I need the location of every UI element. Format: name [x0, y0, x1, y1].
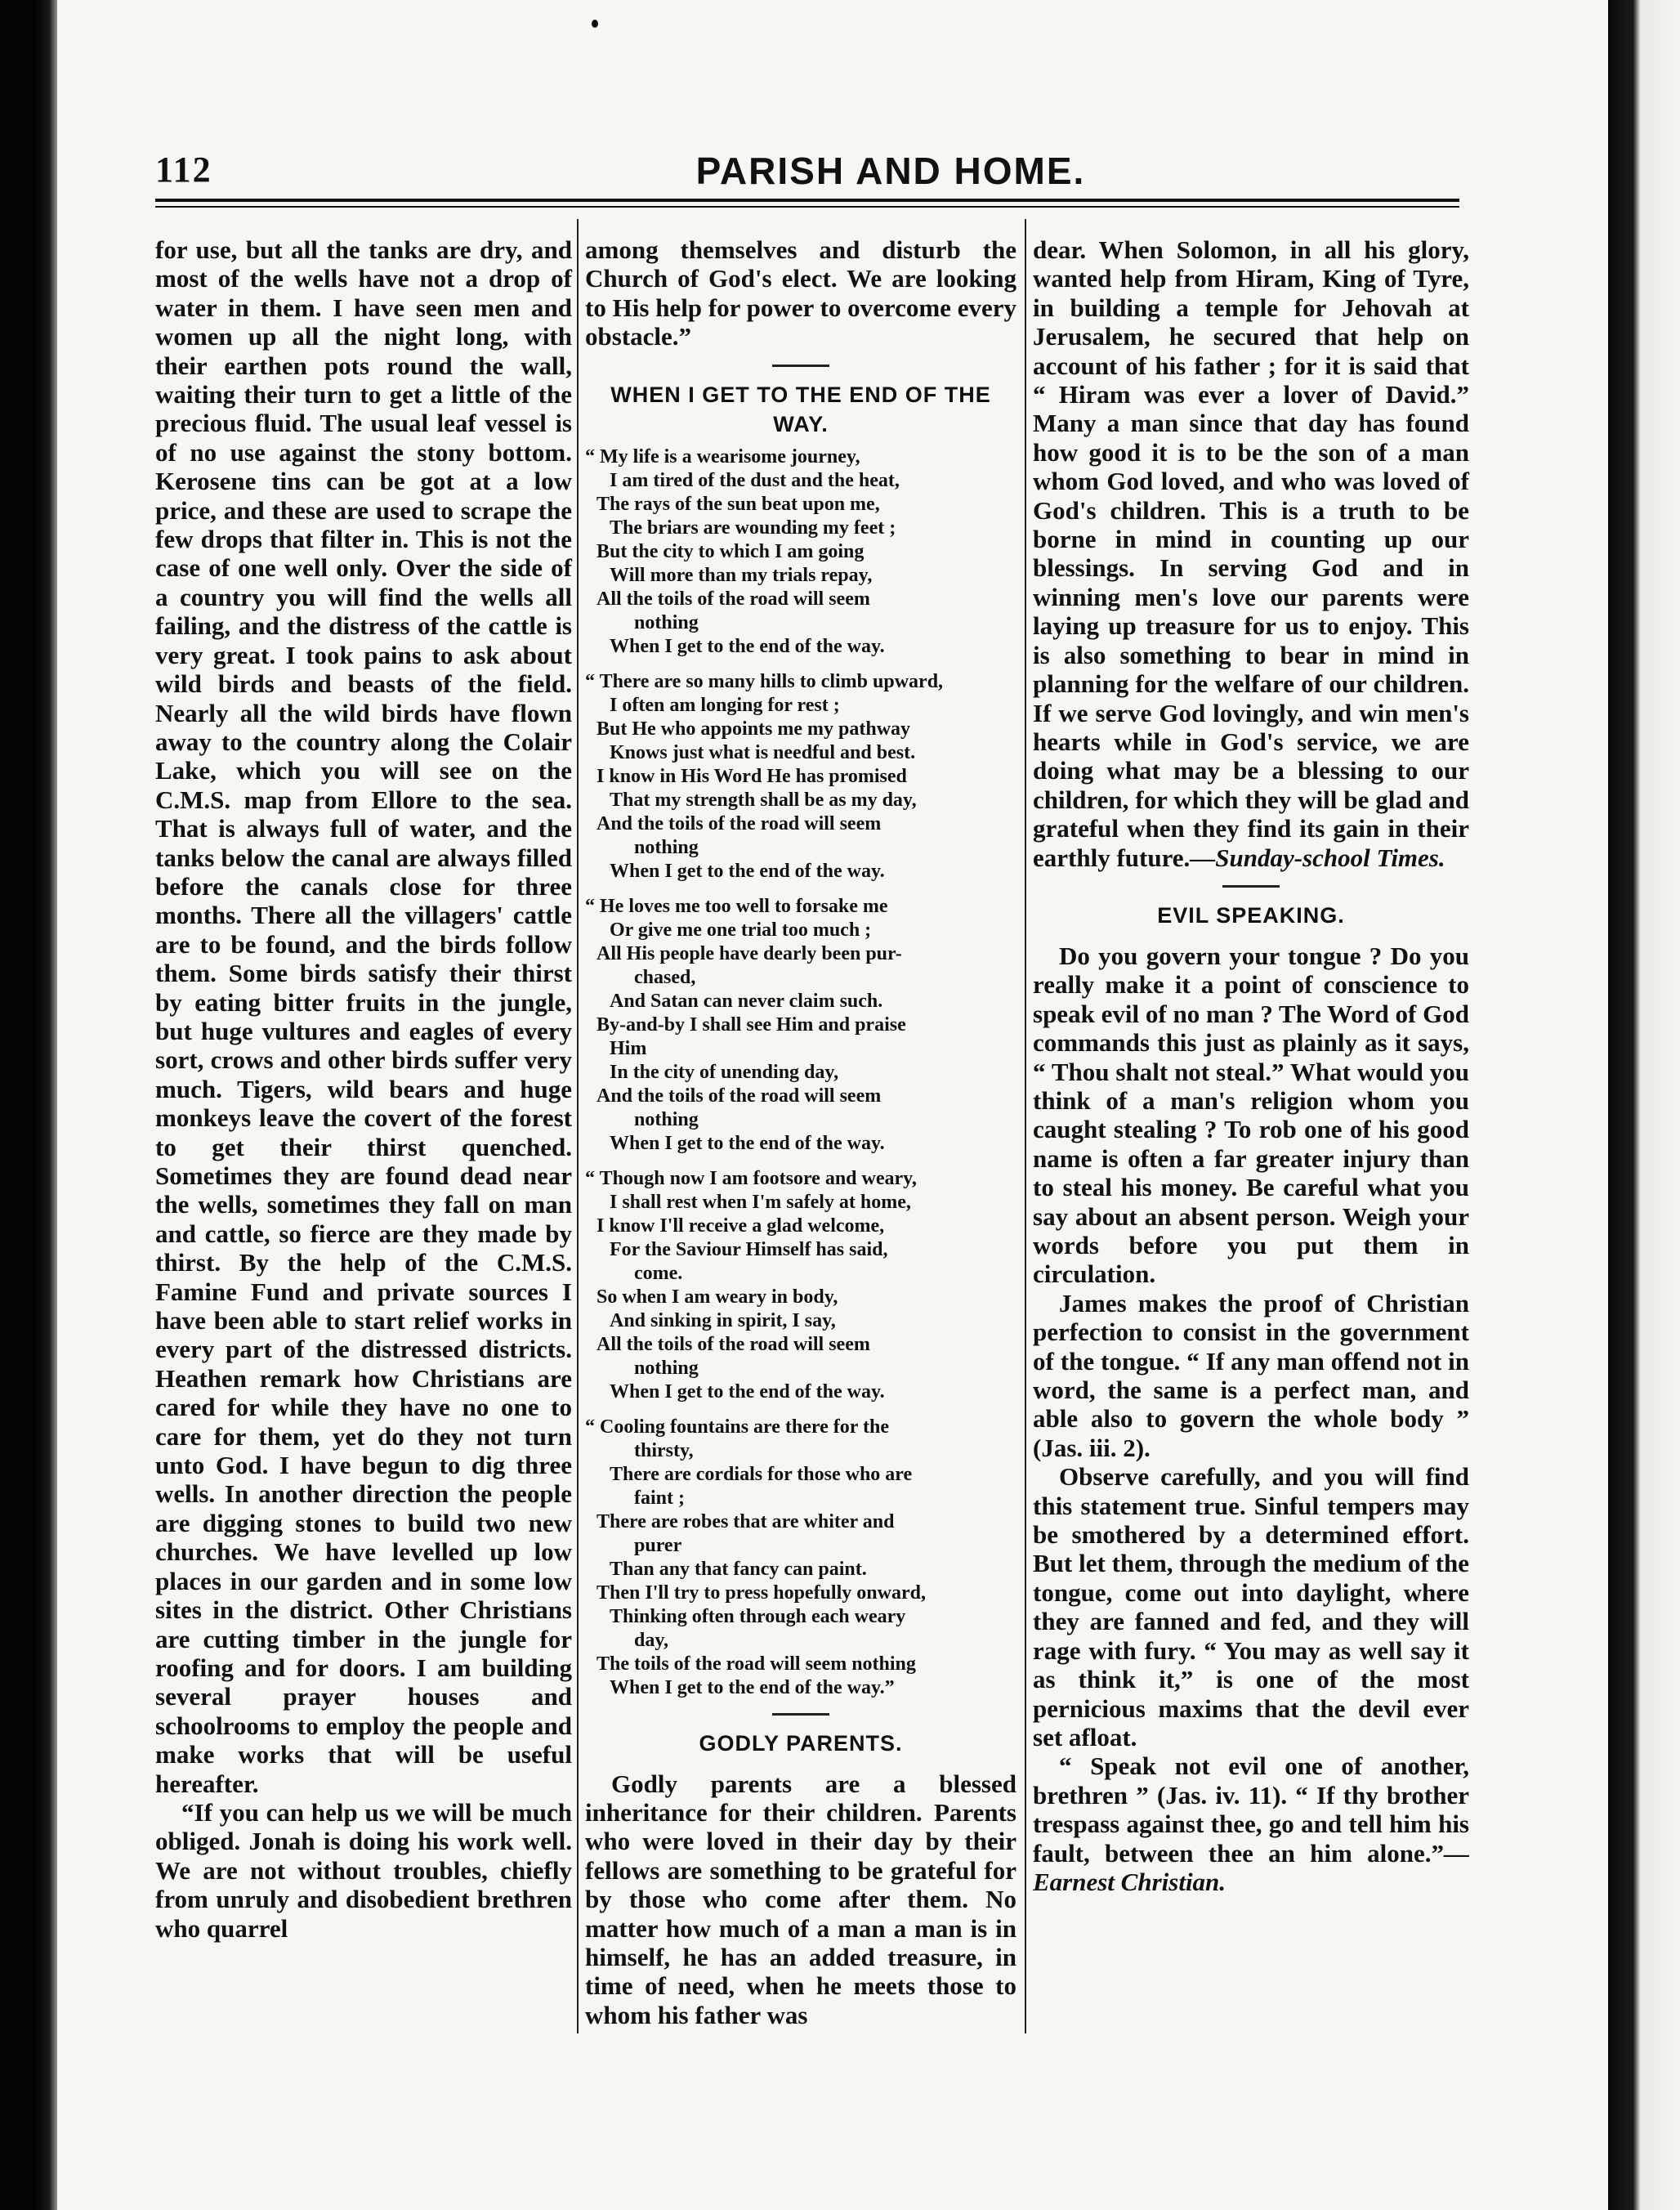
poem-line: So when I am weary in body,	[596, 1286, 838, 1308]
poem-line: “ There are so many hills to climb upward,	[585, 670, 944, 692]
page-header	[155, 149, 1463, 198]
poem-line: nothing	[634, 611, 699, 633]
evil-speaking-paragraph: James makes the proof of Christian perfection to consist in the government of the tongue. “ If any man offend not in word, the same is a perfect man, and able also to govern the whole body ” (Jas. iii. 2).	[1033, 1288, 1469, 1462]
poem	[585, 445, 1016, 1700]
poem-stanza-3	[585, 895, 1016, 1156]
poem-line: Him	[610, 1037, 647, 1059]
poem-line: come.	[634, 1262, 683, 1284]
closing-text: “ Speak not evil one of another, brethren ” (Jas. iv. 11). “ If thy brother trespass against thee, go and tell him his fault, between thee an him alone.”	[1033, 1751, 1469, 1868]
column-1	[155, 235, 572, 1943]
poem-line: Will more than my trials repay,	[610, 564, 873, 586]
poem-line: Or give me one trial too much ;	[610, 919, 872, 941]
poem-line: nothing	[634, 1108, 699, 1130]
poem-stanza-2	[585, 670, 1016, 884]
poem-line: I am tired of the dust and the heat,	[610, 469, 900, 491]
poem-line: The rays of the sun beat upon me,	[596, 493, 880, 515]
poem-line: But the city to which I am going	[596, 540, 865, 562]
poem-line: The briars are wounding my feet ;	[610, 517, 896, 539]
poem-line: That my strength shall be as my day,	[610, 789, 917, 811]
poem-line: “ Though now I am footsore and weary,	[585, 1167, 917, 1189]
poem-line: All the toils of the road will seem	[596, 1333, 870, 1355]
famine-report-continuation: among themselves and disturb the Church of God's elect. We are looking to His help for power to overcome every obstacle.”	[585, 235, 1016, 351]
section-title-evil-speaking: EVIL SPEAKING.	[1157, 902, 1345, 928]
continuation-text: dear. When Solomon, in all his glory, wanted help from Hiram, King of Tyre, in building a temple for Jehovah at Jerusalem, he secured that help on account of his father ; for it is said that “ Hiram was ever a lover of David.” Many a man since that day has found how good it is to be the son of a man whom God loved, and who was loved of God's children. This is a truth to be borne in mind in counting up our blessings. In serving God and in winning men's love our parents were laying up treasure for us to enjoy. This is also something to bear in mind in planning for the welfare of our children. If we serve God lovingly, and win men's hearts while in God's service, we are doing what may be a blessing to our children, for which they will be glad and grateful when they find its gain in their earthly future.	[1033, 235, 1469, 872]
poem-line: When I get to the end of the way.”	[610, 1676, 895, 1698]
poem-line: When I get to the end of the way.	[610, 635, 885, 657]
poem-title: WHEN I GET TO THE END OF THE WAY.	[610, 382, 991, 436]
section-separator	[1222, 885, 1280, 888]
column-divider-1	[577, 219, 579, 2033]
poem-line: chased,	[634, 966, 696, 988]
section-title-godly-parents: GODLY PARENTS.	[699, 1730, 903, 1756]
column-divider-2	[1025, 219, 1026, 2033]
famine-report-paragraph: for use, but all the tanks are dry, and most of the wells have not a drop of water in them. I have seen men and women up all the night long, with their earthen pots round the wall, waiting their turn to get a little of the precious fluid. The usual leaf vessel is of no use against the stony bottom. Kerosene tins can be got at a low price, and these are used to scrape the few drops that filter in. This is not the case of one well only. Over the side of a country you will find the wells all failing, and the distress of the cattle is very great. I took pains to ask about wild birds and beasts of the field. Nearly all the wild birds have flown away to the country along the Colair Lake, which you will see on the C.M.S. map from Ellore to the sea. That is always full of water, and the tanks below the canal are always filled before the canals close for three months. There all the villagers' cattle are to be found, and the birds follow them. Some birds satisfy their thirst by eating bitter fruits in the jungle, but huge vultures and eagles of every sort, crows and other birds suffer very much. Tigers, wild bears and huge monkeys leave the covert of the forest to get their thirst quenched. Sometimes they are found dead near the wells, sometimes they fall on man and cattle, so fierce are they made by thirst. By the help of the C.M.S. Famine Fund and private sources I have been able to start relief works in every part of the distressed districts. Heathen remark how Christians are cared for while they have no one to care for them, yet do they not turn unto God. I have begun to dig three wells. In another direction the people are digging stones to build two new churches. We have levelled up low places in our garden and in some low sites in the district. Other Christians are cutting timber in the jungle for roofing and for doors. I am building several prayer houses and schoolrooms to employ the people and make works that will be useful hereafter.	[155, 235, 572, 1798]
poem-line: And sinking in spirit, I say,	[610, 1309, 836, 1331]
section-separator	[772, 1713, 829, 1716]
poem-line: There are robes that are whiter and	[596, 1510, 895, 1532]
poem-line: When I get to the end of the way.	[610, 860, 885, 882]
column-3	[1033, 235, 1469, 1896]
source-attribution: —Sunday-school Times.	[1190, 843, 1445, 872]
godly-parents-continuation	[1033, 235, 1469, 872]
poem-line: All the toils of the road will seem	[596, 588, 870, 610]
next-page-edge	[1608, 0, 1680, 2210]
poem-line: And the toils of the road will seem	[596, 812, 882, 834]
poem-line: All His people have dearly been pur-	[596, 942, 902, 964]
poem-line: purer	[634, 1534, 682, 1556]
header-rule	[155, 199, 1459, 202]
poem-line: nothing	[634, 1357, 699, 1379]
poem-line: faint ;	[634, 1487, 685, 1509]
poem-line: I know in His Word He has promised	[596, 765, 907, 787]
poem-line: “ He loves me too well to forsake me	[585, 895, 888, 917]
poem-line: In the city of unending day,	[610, 1061, 839, 1083]
poem-line: I often am longing for rest ;	[610, 694, 840, 716]
poem-line: Than any that fancy can paint.	[610, 1558, 867, 1580]
poem-line: But He who appoints me my pathway	[596, 718, 911, 740]
poem-line: “ My life is a wearisome journey,	[585, 445, 860, 468]
poem-stanza-5	[585, 1416, 1016, 1700]
header-rule-thin	[155, 206, 1459, 208]
famine-report-closing-paragraph: “If you can help us we will be much obliged. Jonah is doing his work well. We are not without troubles, chiefly from unruly and disobedient brethren who quarrel	[155, 1797, 572, 1943]
poem-line: When I get to the end of the way.	[610, 1132, 885, 1154]
poem-line: By-and-by I shall see Him and praise	[596, 1013, 906, 1036]
poem-line: nothing	[634, 836, 699, 858]
poem-line: Thinking often through each weary	[610, 1605, 906, 1627]
book-gutter-shadow	[33, 0, 60, 2210]
godly-parents-paragraph: Godly parents are a blessed inheritance for their children. Parents who were loved in their day by their fellows are something to be grateful for by those who come after them. No matter how much of a man a man is in himself, he has an added treasure, in time of need, when he meets those to whom his father was	[585, 1769, 1016, 2029]
section-separator	[772, 365, 829, 367]
page-number: 112	[155, 150, 212, 190]
poem-line: The toils of the road will seem nothing	[596, 1653, 916, 1675]
poem-line: And Satan can never claim such.	[610, 990, 883, 1012]
ink-speck	[592, 20, 598, 28]
poem-line: There are cordials for those who are	[610, 1463, 913, 1485]
poem-stanza-1	[585, 445, 1016, 659]
poem-line: I know I'll receive a glad welcome,	[596, 1215, 885, 1237]
evil-speaking-paragraph	[1033, 1751, 1469, 1896]
evil-speaking-paragraph: Do you govern your tongue ? Do you really make it a point of conscience to speak evil of no man ? The Word of God commands this just as plainly as it says, “ Thou shalt not steal.” What would you think of a man's religion whom you caught stealing ? To rob one of his good name is often a far greater injury than to steal his money. Be careful what you say about an absent person. Weigh your words before you put them in circulation.	[1033, 941, 1469, 1289]
poem-line: day,	[634, 1629, 669, 1651]
poem-line: And the toils of the road will seem	[596, 1085, 882, 1107]
source-attribution: —Earnest Christian.	[1033, 1838, 1469, 1896]
poem-stanza-4	[585, 1167, 1016, 1404]
poem-line: For the Saviour Himself has said,	[610, 1238, 888, 1260]
poem-line: “ Cooling fountains are there for the	[585, 1416, 889, 1438]
poem-line: thirsty,	[634, 1439, 694, 1461]
poem-line: Knows just what is needful and best.	[610, 741, 916, 763]
column-2	[585, 235, 1016, 2029]
poem-line: When I get to the end of the way.	[610, 1380, 885, 1402]
running-title: PARISH AND HOME.	[695, 150, 1086, 192]
poem-line: I shall rest when I'm safely at home,	[610, 1191, 911, 1213]
poem-line: Then I'll try to press hopefully onward,	[596, 1581, 926, 1604]
evil-speaking-paragraph: Observe carefully, and you will find this statement true. Sinful tempers may be smothered by a determined effort. But let them, through the medium of the tongue, come out into daylight, where they are fanned and fed, and they will rage with fury. “ You may as well say it as think it,” is one of the most pernicious maxims that the devil ever set afloat.	[1033, 1462, 1469, 1751]
